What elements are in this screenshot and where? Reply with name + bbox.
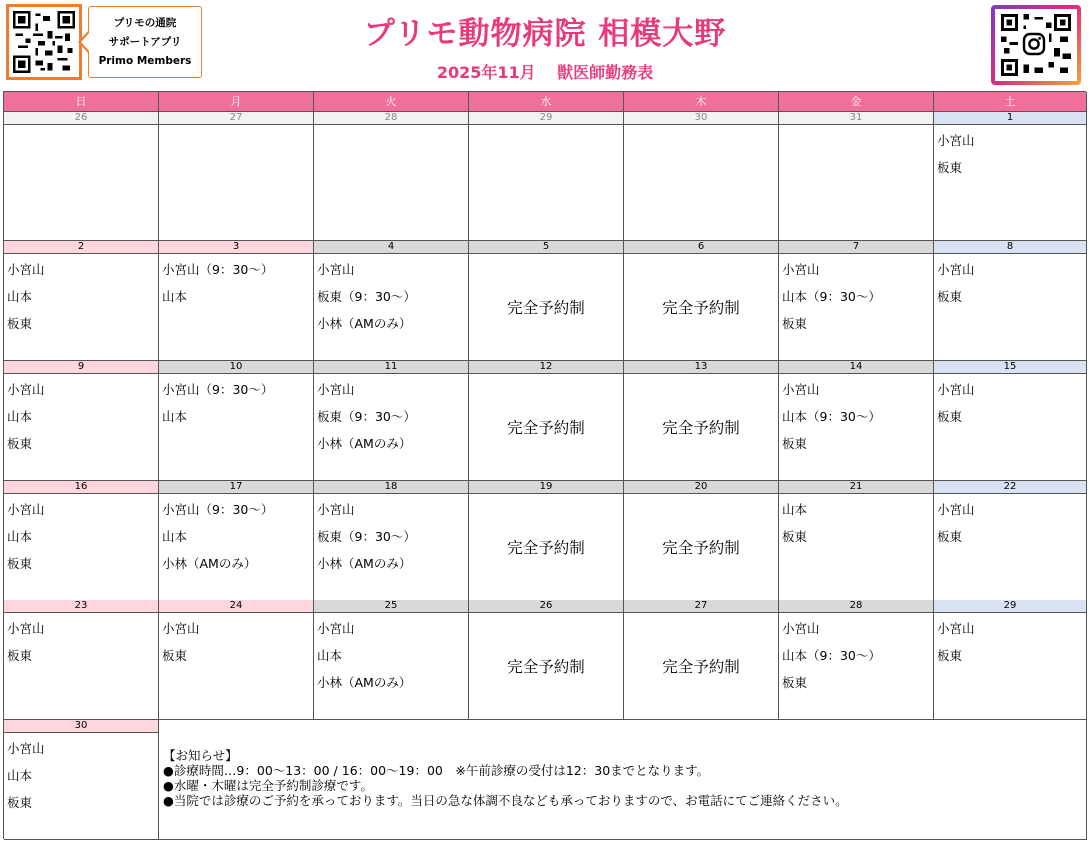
vet-staff-entry: 小宮山 bbox=[782, 621, 820, 636]
date-cell: 29 bbox=[934, 600, 1087, 613]
date-cell: 31 bbox=[779, 112, 934, 125]
day-schedule-cell bbox=[469, 613, 624, 720]
day-schedule-cell bbox=[624, 125, 779, 241]
date-cell: 17 bbox=[159, 481, 314, 494]
notice-line: ●水曜・木曜は完全予約制診療です。 bbox=[163, 778, 373, 793]
day-schedule-cell bbox=[624, 374, 779, 481]
day-schedule-cell bbox=[159, 494, 314, 601]
date-cell: 13 bbox=[624, 361, 779, 374]
vet-staff-entry: 板東 bbox=[782, 675, 808, 690]
vet-staff-entry: 小宮山 bbox=[7, 262, 45, 277]
vet-staff-entry: 小宮山 bbox=[317, 621, 355, 636]
vet-staff-entry: 山本 bbox=[7, 409, 33, 424]
reservation-only-label: 完全予約制 bbox=[507, 299, 585, 317]
vet-staff-entry: 小宮山 bbox=[7, 382, 45, 397]
vet-staff-entry: 山本（9：30〜） bbox=[782, 289, 881, 304]
vet-staff-entry: 山本 bbox=[782, 502, 808, 517]
weekday-header-cell: 水 bbox=[469, 92, 624, 112]
day-schedule-cell bbox=[779, 125, 934, 241]
date-cell: 16 bbox=[4, 481, 159, 494]
page-title: プリモ動物病院 相模大野 bbox=[363, 16, 727, 52]
weekday-header-row bbox=[4, 92, 1086, 112]
app-promo-line-3: Primo Members bbox=[98, 54, 192, 67]
date-cell: 27 bbox=[159, 112, 314, 125]
weekday-header-cell: 金 bbox=[779, 92, 934, 112]
vet-staff-entry: 小林（AMのみ） bbox=[317, 316, 412, 331]
calendar-grid bbox=[3, 91, 1086, 839]
date-cell: 26 bbox=[469, 600, 624, 613]
day-schedule-cell bbox=[934, 494, 1087, 601]
vet-staff-entry: 小宮山 bbox=[937, 133, 975, 148]
app-promo-line-1: プリモの通院 bbox=[113, 16, 177, 29]
vet-staff-entry: 山本 bbox=[7, 768, 33, 783]
vet-staff-entry: 板東 bbox=[162, 648, 188, 663]
vet-staff-entry: 小林（AMのみ） bbox=[317, 556, 412, 571]
vet-staff-entry: 小宮山 bbox=[937, 382, 975, 397]
reservation-only-label: 完全予約制 bbox=[662, 539, 740, 557]
day-schedule-cell bbox=[624, 613, 779, 720]
day-schedule-cell bbox=[159, 374, 314, 481]
weekday-header-cell: 月 bbox=[159, 92, 314, 112]
vet-staff-entry: 小宮山（9：30〜） bbox=[162, 262, 274, 277]
vet-staff-entry: 小宮山 bbox=[782, 382, 820, 397]
vet-staff-entry: 板東 bbox=[782, 316, 808, 331]
day-schedule-cell bbox=[314, 613, 469, 720]
vet-staff-entry: 小宮山 bbox=[7, 502, 45, 517]
vet-staff-entry: 小宮山 bbox=[937, 502, 975, 517]
day-schedule-cell bbox=[4, 125, 159, 241]
day-schedule-cell bbox=[934, 613, 1087, 720]
vet-staff-entry: 板東 bbox=[7, 795, 33, 810]
date-cell: 30 bbox=[4, 720, 159, 733]
date-cell: 24 bbox=[159, 600, 314, 613]
date-cell: 21 bbox=[779, 481, 934, 494]
day-schedule-cell bbox=[314, 494, 469, 601]
day-schedule-cell bbox=[314, 254, 469, 361]
date-cell: 6 bbox=[624, 241, 779, 254]
weekday-header-cell: 木 bbox=[624, 92, 779, 112]
vet-staff-entry: 小宮山（9：30〜） bbox=[162, 502, 274, 517]
vet-staff-entry: 小林（AMのみ） bbox=[317, 675, 412, 690]
instagram-badge bbox=[1019, 29, 1049, 59]
day-schedule-cell bbox=[4, 733, 159, 840]
vet-staff-entry: 板東 bbox=[937, 409, 963, 424]
vet-staff-entry: 板東 bbox=[782, 529, 808, 544]
vet-staff-entry: 板東 bbox=[782, 436, 808, 451]
day-schedule-cell bbox=[779, 254, 934, 361]
date-cell: 22 bbox=[934, 481, 1087, 494]
vet-staff-entry: 板東 bbox=[7, 648, 33, 663]
vet-staff-entry: 小宮山 bbox=[937, 621, 975, 636]
day-schedule-cell bbox=[314, 125, 469, 241]
date-cell: 30 bbox=[624, 112, 779, 125]
date-cell: 19 bbox=[469, 481, 624, 494]
day-schedule-cell bbox=[779, 494, 934, 601]
vet-staff-entry: 小宮山 bbox=[782, 262, 820, 277]
day-schedule-cell bbox=[159, 613, 314, 720]
date-cell: 4 bbox=[314, 241, 469, 254]
date-cell: 11 bbox=[314, 361, 469, 374]
instagram-qr-code[interactable] bbox=[991, 5, 1081, 85]
vet-staff-entry: 板東 bbox=[7, 556, 33, 571]
day-schedule-cell bbox=[4, 494, 159, 601]
instagram-icon bbox=[1022, 32, 1046, 56]
day-schedule-cell bbox=[4, 254, 159, 361]
day-schedule-cell bbox=[779, 374, 934, 481]
vet-staff-entry: 山本 bbox=[7, 529, 33, 544]
vet-staff-entry: 小林（AMのみ） bbox=[317, 436, 412, 451]
vet-staff-entry: 山本（9：30〜） bbox=[782, 409, 881, 424]
vet-staff-entry: 板東 bbox=[937, 529, 963, 544]
vet-staff-entry: 小宮山 bbox=[162, 621, 200, 636]
vet-staff-entry: 小宮山（9：30〜） bbox=[162, 382, 274, 397]
vet-staff-entry: 板東 bbox=[937, 289, 963, 304]
day-schedule-cell bbox=[159, 125, 314, 241]
day-schedule-cell bbox=[469, 374, 624, 481]
reservation-only-label: 完全予約制 bbox=[662, 419, 740, 437]
day-schedule-cell bbox=[624, 254, 779, 361]
vet-staff-entry: 山本（9：30〜） bbox=[782, 648, 881, 663]
day-schedule-cell bbox=[469, 494, 624, 601]
page-subtitle: 2025年11月 獣医師勤務表 bbox=[436, 63, 654, 82]
date-cell: 8 bbox=[934, 241, 1087, 254]
date-cell: 9 bbox=[4, 361, 159, 374]
vet-staff-entry: 山本 bbox=[7, 289, 33, 304]
day-schedule-cell bbox=[4, 374, 159, 481]
day-schedule-cell bbox=[469, 125, 624, 241]
vet-staff-entry: 小宮山 bbox=[7, 741, 45, 756]
date-cell: 2 bbox=[4, 241, 159, 254]
day-schedule-cell bbox=[934, 254, 1087, 361]
weekday-header-cell: 日 bbox=[4, 92, 159, 112]
date-cell: 12 bbox=[469, 361, 624, 374]
date-cell: 23 bbox=[4, 600, 159, 613]
day-schedule-cell bbox=[4, 613, 159, 720]
notice-heading: 【お知らせ】 bbox=[163, 748, 238, 763]
reservation-only-label: 完全予約制 bbox=[662, 658, 740, 676]
vet-staff-entry: 小宮山 bbox=[7, 621, 45, 636]
vet-staff-entry: 小宮山 bbox=[317, 502, 355, 517]
date-cell: 28 bbox=[779, 600, 934, 613]
day-schedule-cell bbox=[159, 254, 314, 361]
date-cell: 3 bbox=[159, 241, 314, 254]
notice-line: ●診療時間…9：00〜13：00 / 16：00〜19：00 ※午前診療の受付は12：30までとなります。 bbox=[163, 763, 710, 778]
app-promo-line-2: サポートアプリ bbox=[108, 35, 182, 48]
date-cell: 18 bbox=[314, 481, 469, 494]
date-cell: 25 bbox=[314, 600, 469, 613]
date-cell: 15 bbox=[934, 361, 1087, 374]
reservation-only-label: 完全予約制 bbox=[507, 419, 585, 437]
date-cell: 26 bbox=[4, 112, 159, 125]
date-cell: 14 bbox=[779, 361, 934, 374]
vet-staff-entry: 山本 bbox=[162, 289, 188, 304]
vet-staff-entry: 小宮山 bbox=[317, 382, 355, 397]
day-schedule-cell bbox=[469, 254, 624, 361]
date-cell: 7 bbox=[779, 241, 934, 254]
weekday-header-cell: 火 bbox=[314, 92, 469, 112]
reservation-only-label: 完全予約制 bbox=[662, 299, 740, 317]
vet-staff-entry: 板東 bbox=[7, 316, 33, 331]
notice-line: ●当院では診療のご予約を承っております。当日の急な体調不良なども承っておりますので、お電話にてご連絡ください。 bbox=[163, 793, 848, 808]
date-cell: 29 bbox=[469, 112, 624, 125]
day-schedule-cell bbox=[624, 494, 779, 601]
vet-staff-entry: 板東 bbox=[7, 436, 33, 451]
day-schedule-cell bbox=[779, 613, 934, 720]
reservation-only-label: 完全予約制 bbox=[507, 539, 585, 557]
reservation-only-label: 完全予約制 bbox=[507, 658, 585, 676]
date-cell: 5 bbox=[469, 241, 624, 254]
vet-staff-entry: 小宮山 bbox=[317, 262, 355, 277]
day-schedule-cell bbox=[934, 125, 1087, 241]
date-cell: 20 bbox=[624, 481, 779, 494]
vet-staff-entry: 板東 bbox=[937, 648, 963, 663]
date-cell: 10 bbox=[159, 361, 314, 374]
vet-staff-entry: 小宮山 bbox=[937, 262, 975, 277]
vet-staff-entry: 板東（9：30〜） bbox=[317, 529, 416, 544]
day-schedule-cell bbox=[314, 374, 469, 481]
weekday-header-cell: 土 bbox=[934, 92, 1087, 112]
date-cell: 1 bbox=[934, 112, 1087, 125]
vet-staff-entry: 板東（9：30〜） bbox=[317, 289, 416, 304]
vet-staff-entry: 小林（AMのみ） bbox=[162, 556, 257, 571]
vet-staff-entry: 板東（9：30〜） bbox=[317, 409, 416, 424]
vet-staff-entry: 山本 bbox=[162, 529, 188, 544]
notice-box bbox=[159, 720, 1087, 840]
vet-staff-entry: 板東 bbox=[937, 160, 963, 175]
vet-staff-entry: 山本 bbox=[162, 409, 188, 424]
day-schedule-cell bbox=[934, 374, 1087, 481]
vet-staff-entry: 山本 bbox=[317, 648, 343, 663]
date-cell: 28 bbox=[314, 112, 469, 125]
date-cell: 27 bbox=[624, 600, 779, 613]
